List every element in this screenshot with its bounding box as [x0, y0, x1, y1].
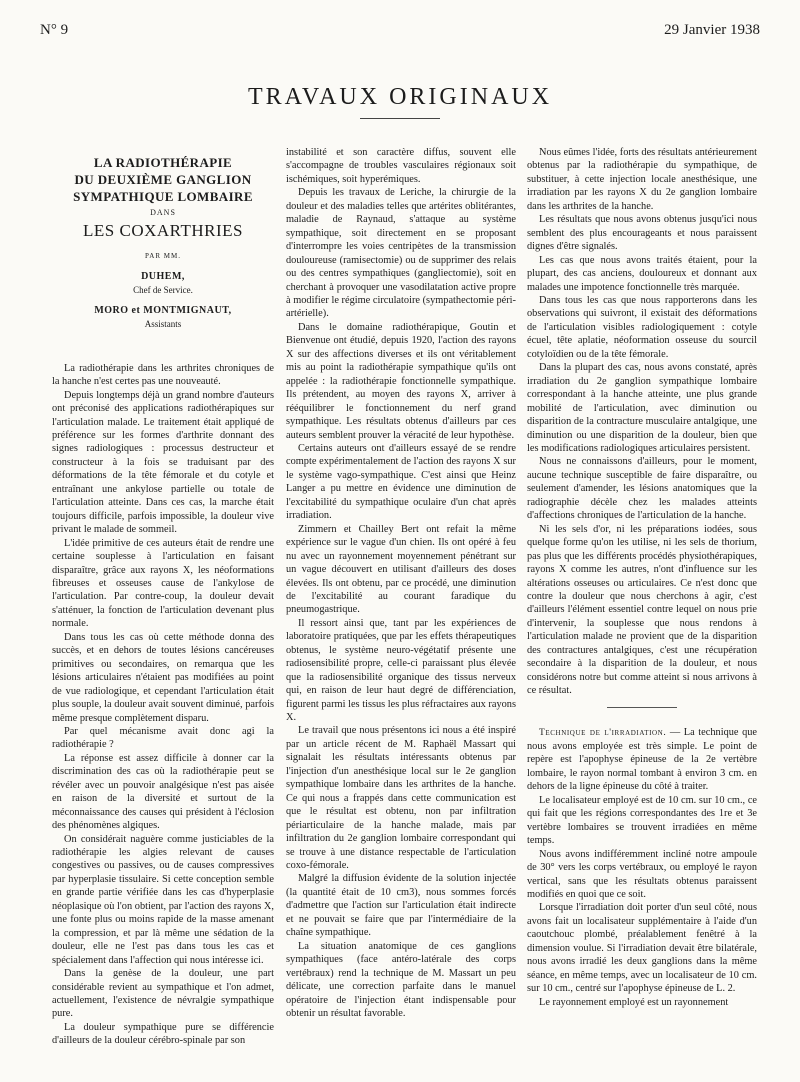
paragraph: Par quel mécanisme avait donc agi la radiothérapie ?	[52, 725, 274, 751]
paragraph: On considérait naguère comme justiciables de la radiothérapie les algies relevant de causes congestives ou passives, ou de causes compressives par hyperplasie tissulaire. Si cette conception semble en grande partie vérifiée dans les cas d'hyperplasie néoplasique où l'on obtient, par l'action des rayons X, une fonte plus ou moins rapide de la masse amenant la compression, et par là même une sédation de la douleur, elle ne l'est pas dans tous les cas et spécialement dans l'affection qui nous intéresse ici.	[52, 833, 274, 966]
article-title-line: LA RADIOTHÉRAPIE	[93, 155, 233, 170]
column-3	[527, 146, 757, 1009]
paragraph: Le travail que nous présentons ici nous a été inspiré par un article récent de M. Raphaël Massart qui signalait les résultats intéressants obtenus par l'injection d'un anesthésique local sur le 2e ganglion sympathique lombaire dans les arthrites de la hanche. Ce qui nous a frappés dans cette communication est que le résultat est obtenu, non par infiltration périarticulaire de la hanche malade, mais par infiltration du 2e ganglion lombaire correspondant qui se trouve à une distance respectable de l'articulation coxo-fémorale.	[286, 725, 516, 872]
article-title-line: SYMPATHIQUE LOMBAIRE	[73, 189, 253, 204]
paragraph: Nous eûmes l'idée, forts des résultats antérieurement obtenus par la radiothérapie du sympathique, de substituer, à cette injection locale anesthésique, une irradiation par les rayons X du 2e ganglion lombaire dans les arthrites de la hanche.	[527, 147, 757, 212]
paragraph: La réponse est assez difficile à donner car la discrimination des cas où la radiothérapie peut se révéler avec un pouvoir analgésique n'est pas aisée en raison de la diversité et surtout de la méconnaissance des causes qui président à l'éclosion des phénomènes algiques.	[52, 752, 274, 832]
issue-number: N° 9	[40, 22, 69, 38]
technique-heading: Technique de l'irradiation.	[539, 727, 667, 738]
paragraph: Nous ne connaissons d'ailleurs, pour le moment, aucune technique susceptible de faire disparaître, ou seulement d'amender, les lésions anatomiques que la radiographie décèle chez les malades atteints d'affections chroniques de l'articulation de la hanche.	[527, 456, 757, 522]
paragraph: Ni les sels d'or, ni les préparations iodées, sous quelque forme qu'on les utilise, ni les sels de thorium, pas plus que les différents procédés physiothérapiques, rayons X comme les autres, n'ont d'influence sur les altérations osseuses ou articulaires. Ce n'est donc que contre la douleur que nous cherchons à agir, c'est d'ailleurs l'élément essentiel contre lequel on nous prie d'intervenir, la souplesse que nous rendons à l'articulation malade ne provient que de la disparition des contractures antalgiques, c'est une récupération secondaire à la disparition de la douleur, et nous considérons notre but comme atteint si nous arrivons à ce résultat.	[527, 523, 757, 697]
paragraph: Dans la genèse de la douleur, une part considérable revient au sympathique et l'on admet, actuellement, l'existence de névralgie sympathique pure.	[52, 968, 274, 1020]
paragraph: Malgré la diffusion évidente de la solution injectée (la quantité était de 10 cm3), nous sommes forcés d'admettre que l'action sur l'articulation était indirecte et ne pouvait se faire que par l'intermédiaire de la chaîne sympathique.	[286, 873, 516, 939]
paragraph: Depuis longtemps déjà un grand nombre d'auteurs ont préconisé des applications radiothérapiques sur l'articulation malade. Le traitement était appliqué de préférence sur les formes d'arthrite donnant des signes radiologiques : processus destructeur et constructeur à la fois se traduisant par des déformations de la tête fémorale et du cotyle et entraînant une ankylose partielle ou totale de l'articulation atteinte. Dans ces cas, la marche était toujours difficile, parfois impossible, la douleur vive privant le malade de sommeil.	[52, 389, 274, 536]
author-name: DUHEM,	[141, 270, 185, 282]
title-rule	[360, 118, 440, 119]
paragraph: Dans la plupart des cas, nous avons constaté, après irradiation du 2e ganglion sympathique lombaire correspondant à la hanche atteinte, une plus grande mobilité de l'articulation, avec diminution ou disparition de la contracture musculaire antalgique, une diminution ou une disparition de la douleur, bien que les modifications radiologiques articulaires persistent.	[527, 362, 757, 454]
paragraph: Nous avons indifféremment incliné notre ampoule de 30° vers les corps vertébraux, ou employé le rayon vertical, sans que les résultats obtenus paraissent modifiés en quoi que ce soit.	[527, 848, 757, 901]
paragraph: Dans tous les cas que nous rapporterons dans les observations qui suivront, il existait des déformations de l'articulation visibles radiologiquement : cotyle écuel, tête aplatie, néoformation osseuse du sourcil cotyloïdien ou de la tête fémorale.	[527, 294, 757, 360]
paragraph: instabilité et son caractère diffus, souvent elle s'accompagne de troubles vasculaires régionaux soit ischémiques, soit hyperémiques.	[286, 147, 516, 185]
technique-paragraph	[527, 726, 757, 794]
article-title-line: DU DEUXIÈME GANGLION	[74, 172, 252, 187]
paragraph: L'idée primitive de ces auteurs était de rendre une certaine souplesse à l'articulation en faisant disparaître, grâce aux rayons X, les néoformations fibreuses et osseuses cause de l'ankylose de l'articulation. Par contre-coup, la douleur devait s'atténuer, la fonction de l'articulation devenant plus normale.	[52, 537, 274, 630]
column-2	[286, 146, 516, 1020]
author-name: MORO et MONTMIGNAUT,	[94, 304, 232, 316]
paragraph: Zimmern et Chailley Bert ont refait la même expérience sur le vague d'un chien. Ils ont opéré à feu nu avec un rayonnement moyennement pénétrant sur un vague découvert en utilisant d'ailleurs des doses élevées. Ils ont obtenu, par ce procédé, une diminution de l'excitabilité au courant faradique du pneumogastrique.	[286, 523, 516, 616]
author-role: Chef de Service.	[133, 285, 193, 296]
article-title-main: LES COXARTHRIES	[83, 221, 243, 241]
paragraph: Il ressort ainsi que, tant par les expériences de laboratoire pratiquées, que par les effets thérapeutiques obtenus, le système neuro-végétatif présente une radiosensibilité propre, celle-ci paraissant plus élevée que la radiosensibilité organique des tissus nerveux qui, en raison de leur haut degré de différenciation, figurent parmi les tissus les plus réfractaires aux rayons X.	[286, 617, 516, 724]
author-role: Assistants	[144, 319, 182, 330]
paragraph: Dans tous les cas où cette méthode donna des succès, et en dehors de toutes lésions cancéreuses primitives ou secondaires, on remarqua que les lésions articulaires n'étaient pas modifiées au point de vue radiologique, et cependant l'articulation était plus souple, la douleur avait souvent diminué, parfois même presque complètement disparu.	[52, 631, 274, 724]
paragraph: La douleur sympathique pure se différencie d'ailleurs de la douleur cérébro-spinale par son	[52, 1021, 274, 1047]
article-par: PAR MM.	[145, 252, 181, 261]
column-1	[52, 142, 274, 1048]
paragraph: Les cas que nous avons traités étaient, pour la plupart, des cas anciens, douloureux et donnant aux malades une impotence fonctionnelle très marquée.	[527, 254, 757, 293]
paragraph: Le localisateur employé est de 10 cm. sur 10 cm., ce qui fait que les régions correspondantes des 1re et 3e vertèbre lombaires se trouvent irradiées en même temps.	[527, 794, 757, 847]
section-divider	[607, 707, 677, 708]
paragraph: Dans le domaine radiothérapique, Goutin et Bienvenue ont étudié, depuis 1920, l'action des rayons X sur des affections diverses et ils ont véritablement mis au point la radiothérapie sympathique qu'ils ont appelée : la radiothérapie fonctionnelle sympathique. Ils prétendent, au moyen des rayons X, arriver à rééquilibrer le fonctionnement du nerf grand sympathique. Les résultats obtenus d'ailleurs par ces auteurs semblent prouver la véracité de leur hypothèse.	[286, 321, 516, 441]
technique-text: — La technique que nous avons employée est très simple. Le point de repère est l'apophyse épineuse de la 2e vertèbre lombaire, le rayon normal tombant à environ 3 cm. en dehors de la ligne épineuse du côté à traiter.	[527, 726, 758, 793]
paragraph: Le rayonnement employé est un rayonnement	[539, 996, 729, 1008]
article-heading	[52, 154, 274, 332]
article-title-dans: DANS	[150, 208, 176, 217]
section-title: TRAVAUX ORIGINAUX	[247, 84, 553, 110]
paragraph: Certains auteurs ont d'ailleurs essayé de se rendre compte expérimentalement de l'action des rayons X sur le système vago-sympathique. C'est ainsi que Heinz Langer a pu mettre en évidence une diminution de l'excitabilité du sympathique oculaire d'un chat après irradiation.	[286, 442, 516, 522]
paragraph: Depuis les travaux de Leriche, la chirurgie de la douleur et des maladies telles que artérites oblitérantes, maladie de Raynaud, s'attaque au système sympathique, soit directement en se proposant d'interrompre les voies centripètes de la transmission douloureuse (ramisectomie) ou de supprimer des relais ou des centres sympathiques (gangliectomie), soit en cherchant à provoquer une vasodilatation active propre à modifier le régime circulatoire (sympathectomie péri-artérielle).	[286, 187, 516, 320]
issue-date: 29 Janvier 1938	[664, 22, 760, 38]
paragraph: Les résultats que nous avons obtenus jusqu'ici nous semblent des plus encourageants et nous paraissent dignes d'être signalés.	[527, 214, 757, 253]
paragraph: La radiothérapie dans les arthrites chroniques de la hanche n'est certes pas une nouveauté.	[52, 362, 274, 388]
paragraph: La situation anatomique de ces ganglions sympathiques (face antéro-latérale des corps vertébraux) rend la technique de M. Massart un peu délicate, une correction parfaite dans le manuel opératoire de l'injection étant indispensable pour obtenir un résultat favorable.	[286, 940, 516, 1019]
paragraph: Lorsque l'irradiation doit porter d'un seul côté, nous avons fait un localisateur supplémentaire à l'aide d'un caoutchouc plombé, préalablement fenêtré à la dimension voulue. Si l'irradiation devait être bilatérale, nous avons irradié les deux ganglions dans la même séance, en même temps, avec un localisateur de 10 cm. sur 10 cm., centré sur l'apophyse épineuse de L. 2.	[527, 902, 757, 995]
